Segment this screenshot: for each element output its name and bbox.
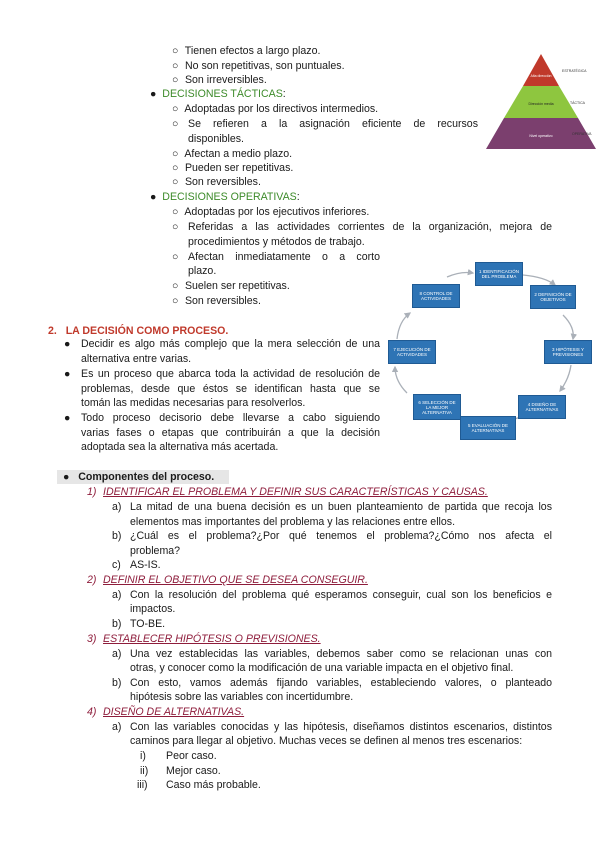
step-3-a-text: otras, y conocer como la modificación de una variable impacta en el objetivo final. [130,662,514,674]
section-2-bullet: ● [64,412,71,424]
operativas-item: ○ Referidas a las actividades corrientes de la organización, mejora de [172,221,552,233]
strategic-item-1: ○ Tienen efectos a largo plazo. [172,45,321,57]
step-1-c-text: AS-IS. [130,559,161,571]
step-1-b-letter: b) [112,530,122,542]
pyramid-inner-top: Alta dirección [530,74,552,78]
strategic-item-3: ○ Son irreversibles. [172,74,267,86]
step-4-number: 4) [87,706,97,718]
step-1-c-letter: c) [112,559,121,571]
step-2-b-letter: b) [112,618,122,630]
operativas-item-cont: procedimientos y métodos de trabajo. [188,236,365,248]
step-1-title: IDENTIFICAR EL PROBLEMA Y DEFINIR SUS CARACTERÍSTICAS Y CAUSAS. [103,486,488,498]
cycle-step-6: 6 SELECCIÓN DE LA MEJOR ALTERNATIVA [413,394,461,420]
scenario-3-numeral: iii) [137,779,148,791]
step-2-b-text: TO-BE. [130,618,166,630]
step-2-title: DEFINIR EL OBJETIVO QUE SE DESEA CONSEGUIR. [103,574,368,586]
step-3-a-text: Una vez establecidas las variables, debemos saber como se relacionan unas con [130,648,552,660]
step-2-number: 2) [87,574,97,586]
tacticas-item: ○ Son reversibles. [172,176,261,188]
tacticas-item: ○ Pueden ser repetitivas. [172,162,294,174]
step-4-title: DISEÑO DE ALTERNATIVAS. [103,706,245,718]
strategic-item-2: ○ No son repetitivas, son puntuales. [172,60,345,72]
section-2-bullet-text: tomán las medidas necesarias para resolverlos. [81,397,306,409]
cycle-step-8: 8 CONTROL DE ACTIVIDADES [412,284,460,308]
scenario-3-text: Caso más probable. [166,779,261,791]
cycle-step-2: 2 DEFINICIÓN DE OBJETIVOS [530,285,576,309]
step-1-a-letter: a) [112,501,122,513]
step-4-a-text: Con las variables conocidas y las hipótesis, diseñamos distintos escenarios, distintos [130,721,552,733]
components-title: ● Componentes del proceso. [63,471,215,483]
scenario-2-text: Mejor caso. [166,765,221,777]
pyramid-inner-middle: Dirección media [528,102,554,106]
section-2-bullet-text: adoptada sea la alternativa más acertada. [81,441,279,453]
operativas-item-cont: plazo. [188,265,217,277]
operativas-item: ○ Afectan inmediatamente o a corto [172,251,380,263]
tacticas-item: ○ Adoptadas por los directivos intermedios. [172,103,379,115]
step-1-a-text: La mitad de una buena decisión es un buen planteamiento de partida que recoja los [130,501,552,513]
pyramid-inner-bottom: Nivel operativo [529,134,553,138]
tacticas-heading: ● DECISIONES TÁCTICAS: [150,88,286,100]
cycle-step-7: 7 EJECUCIÓN DE ACTIVIDADES [388,340,436,364]
step-3-b-text: Con esto, vamos además fijando variables, estableciendo valores, o planteado [130,677,552,689]
section-2-bullet: ● [64,338,71,350]
cycle-step-1: 1 IDENTIFICACIÓN DEL PROBLEMA [475,262,523,286]
cycle-step-5: 5 EVALUACIÓN DE ALTERNATIVAS [460,416,516,440]
step-3-b-text: hipótesis sobre las variables con incertidumbre. [130,691,354,703]
step-3-number: 3) [87,633,97,645]
decision-pyramid [484,52,600,152]
step-3-a-letter: a) [112,648,122,660]
scenario-1-numeral: i) [140,750,146,762]
step-1-a-text: elementos mas importantes del problema y las relaciones entre ellos. [130,516,456,528]
section-2-bullet-text: alternativa entre varias. [81,353,192,365]
section-2-bullet-text: Es un proceso que abarca toda la actividad de resolución de [81,368,380,380]
step-2-a-text: impactos. [130,603,176,615]
step-4-a-letter: a) [112,721,122,733]
pyramid-label-bottom: OPERATIVA [572,132,592,136]
section-2-bullet-text: varias fases o etapas que contribuirán a que la decisión [81,427,380,439]
step-3-title: ESTABLECER HIPÓTESIS O PREVISIONES. [103,633,321,645]
section-2-bullet: ● [64,368,71,380]
step-1-b-text: ¿Cuál es el problema?¿Por qué tenemos el problema?¿Cómo nos afecta el [130,530,552,542]
step-1-b-text: problema? [130,545,181,557]
scenario-1-text: Peor caso. [166,750,217,762]
step-2-a-letter: a) [112,589,122,601]
scenario-2-numeral: ii) [140,765,149,777]
cycle-step-4: 4 DISEÑO DE ALTERNATIVAS [518,395,566,419]
pyramid-label-top: ESTRATÉGICA [562,69,587,73]
pyramid-label-middle: TÁCTICA [570,101,585,105]
tacticas-item: ○ Se refieren a la asignación eficiente de recursos [172,118,478,130]
step-3-b-letter: b) [112,677,122,689]
step-2-a-text: Con la resolución del problema qué esperamos conseguir, cual son los beneficios e [130,589,552,601]
section-2-bullet-text: Todo proceso decisorio debe llevarse a cabo siguiendo [81,412,380,424]
section-2-bullet-text: Decidir es algo más complejo que la mera selección de una [81,338,380,350]
operativas-item: ○ Suelen ser repetitivas. [172,280,290,292]
cycle-step-3: 3 HIPÓTESIS Y PREVISIONES [544,340,592,364]
operativas-item: ○ Adoptadas por los ejecutivos inferiores. [172,206,370,218]
section-2-bullet-text: problemas, desde que éstos se identifican hasta que se [81,383,380,395]
step-4-a-text: caminos para llegar al objetivo. Muchas veces se definen al menos tres escenarios: [130,735,523,747]
tacticas-item-cont: disponibles. [188,133,244,145]
step-1-number: 1) [87,486,97,498]
operativas-item: ○ Son reversibles. [172,295,261,307]
tacticas-item: ○ Afectan a medio plazo. [172,148,293,160]
operativas-heading: ● DECISIONES OPERATIVAS: [150,191,300,203]
section-2-title: 2. LA DECISIÓN COMO PROCESO. [48,325,229,337]
pyramid-top [523,54,559,86]
